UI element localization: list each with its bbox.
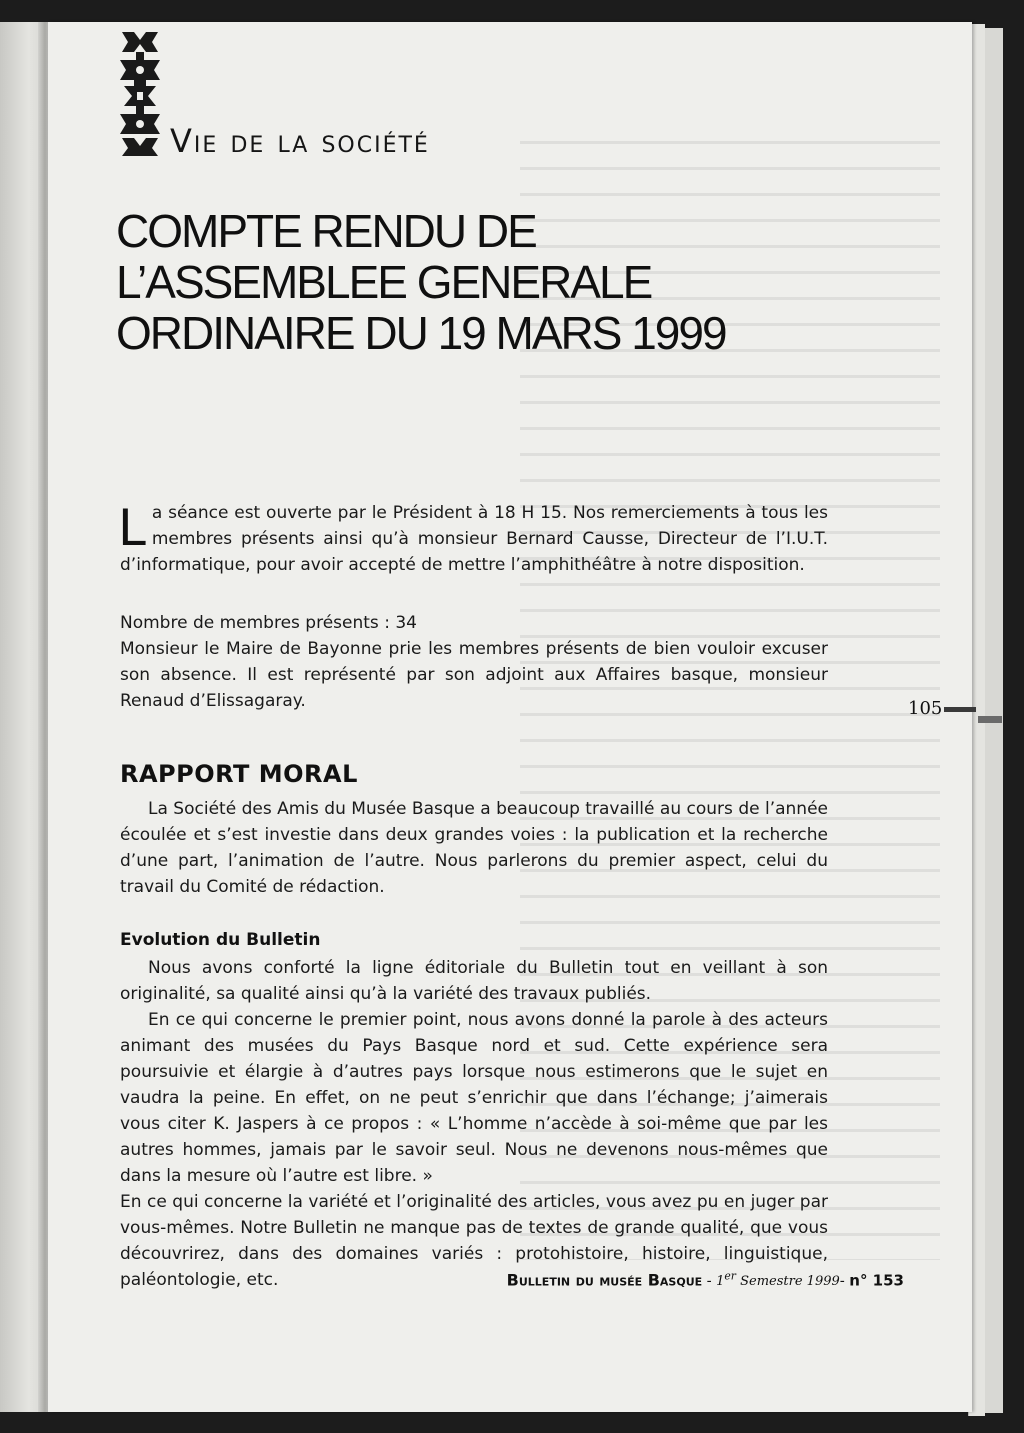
page-footer	[507, 1270, 904, 1289]
evolution-heading: Evolution du Bulletin	[120, 930, 321, 950]
evolution-paragraph-2: En ce qui concerne le premier point, nous avons donné la parole à des acteurs animant des musées du Pays Basque nord et sud. Cette expérience sera poursuivie et élargie à d’autres pays lorsque nous estimerons que le sujet en vaudra la peine. En effet, on ne peut s’enrichir que dans l’échange; j’aimerais vous citer K. Jaspers à ce propos : « L’homme n’accède à soi-même que par les autres hommes, jamais par le savoir seul. Nous ne devenons nous-mêmes que dans la mesure où l’autre est libre. »	[120, 1010, 828, 1186]
footer-semester-prefix: 1	[716, 1274, 725, 1290]
evolution-paragraph-1: Nous avons conforté la ligne éditoriale du Bulletin tout en veillant à son originalité, sa qualité ainsi qu’à la variété des travaux publiés.	[120, 958, 828, 1004]
edge-page-marker	[978, 716, 1002, 723]
footer-publication: Bulletin du musée Basque	[506, 1270, 703, 1290]
footer-semester-sup: er	[724, 1270, 736, 1283]
rapport-moral-paragraph: La Société des Amis du Musée Basque a beaucoup travaillé au cours de l’année écoulée et s’est investie dans deux grandes voies : la publication et la recherche d’une part, l’animation de l’autre. Nous parlerons du premier aspect, celui du travail du Comité de rédaction.	[120, 799, 828, 897]
mayor-excuse: Monsieur le Maire de Bayonne prie les membres présents de bien vouloir excuser son absence. Il est représenté par son adjoint aux Affaires basque, monsieur Renaud d’Elissagaray.	[120, 639, 828, 711]
page-number-marker	[944, 707, 976, 712]
evolution-text	[120, 955, 828, 1293]
footer-semester-text: Semestre 1999	[735, 1274, 840, 1290]
rapport-moral-heading: RAPPORT MORAL	[120, 760, 358, 788]
drop-cap: L	[118, 499, 146, 557]
basque-ornament-icon	[114, 30, 166, 158]
rapport-moral-text	[120, 796, 828, 900]
title-line-1: COMPTE RENDU DE	[116, 205, 536, 257]
title-line-3: ORDINAIRE DU 19 MARS 1999	[116, 307, 726, 359]
evolution-paragraph-3: En ce qui concerne la variété et l’originalité des articles, vous avez pu en juger par vous-mêmes. Notre Bulletin ne manque pas de textes de grande qualité, que vous découvrirez, dans des domaines variés : protohistoire, histoire, linguistique, paléontologie, etc.	[120, 1192, 828, 1290]
intro-paragraph	[120, 500, 828, 578]
intro-text: a séance est ouverte par le Président à 18 H 15. Nos remerciements à tous les membres présents ainsi qu’à monsieur Bernard Causse, Directeur de l’I.U.T. d’informatique, pour avoir accepté de mettre l’amphithéâtre à notre disposition.	[120, 503, 828, 575]
section-title: Vie de la société	[170, 122, 430, 160]
attendance-block	[120, 610, 828, 714]
article-title	[116, 206, 726, 359]
footer-semester	[716, 1270, 840, 1290]
title-line-2: L’ASSEMBLEE GENERALE	[116, 256, 652, 308]
footer-issue-number: n° 153	[849, 1271, 904, 1290]
footer-separator-2: -	[839, 1273, 850, 1290]
footer-separator-1: -	[702, 1273, 717, 1290]
page-number: 105	[908, 698, 943, 719]
member-count: Nombre de membres présents : 34	[120, 613, 417, 633]
